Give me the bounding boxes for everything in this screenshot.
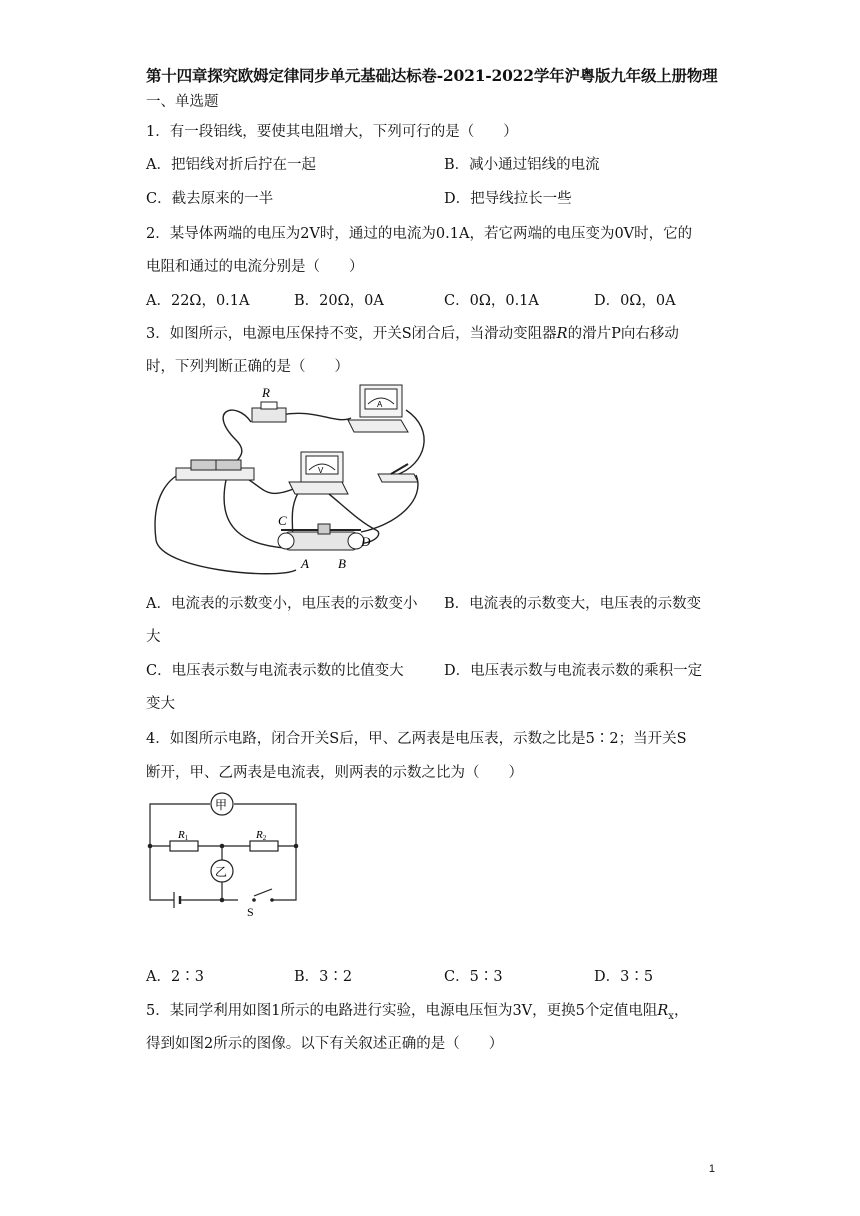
svg-text:C: C — [278, 513, 287, 528]
q1-stem: 1．有一段铝线，要使其电阻增大，下列可行的是（ ） — [146, 124, 518, 140]
section-heading: 一、单选题 — [146, 94, 219, 110]
q1-option-b[interactable]: B．减小通过铝线的电流 — [444, 157, 600, 173]
q5-stem-line2: 得到如图2所示的图像。以下有关叙述正确的是（ ） — [146, 1036, 504, 1052]
meter-yi — [211, 860, 233, 882]
q3-option-d-cont: 变大 — [146, 696, 175, 712]
battery-icon — [176, 460, 254, 480]
q2-option-d[interactable]: D．0Ω，0A — [594, 293, 676, 309]
switch-label: S — [247, 905, 254, 918]
q2-stem-line2: 电阻和通过的电流分别是（ ） — [146, 259, 364, 275]
voltmeter-icon — [289, 452, 348, 494]
q5-stem-line1: 5．某同学利用如图1所示的电路进行实验，电源电压恒为3V，更换5个定值电阻$R_x$， — [146, 1003, 689, 1022]
q3-option-d[interactable]: D．电压表示数与电流表示数的乘积一定 — [444, 663, 703, 679]
meter-jia — [211, 793, 233, 815]
q4-option-c[interactable]: C．5∶3 — [444, 969, 503, 985]
svg-text:甲: 甲 — [215, 798, 228, 812]
q4-circuit-figure — [146, 788, 301, 918]
svg-text:B: B — [338, 556, 346, 571]
document-title: 第十四章探究欧姆定律同步单元基础达标卷-2021-2022学年沪粤版九年级上册物理 — [146, 66, 718, 85]
r2-label: R2 — [256, 829, 267, 842]
q2-option-c[interactable]: C．0Ω，0.1A — [444, 293, 539, 309]
q3-option-b-cont: 大 — [146, 629, 161, 645]
q3-stem-line1: 3．如图所示，电源电压保持不变，开关S闭合后，当滑动变阻器R的滑片P向右移动 — [146, 326, 679, 342]
q3-option-c[interactable]: C．电压表示数与电流表示数的比值变大 — [146, 663, 404, 679]
svg-text:A: A — [301, 556, 309, 571]
q4-option-a[interactable]: A．2∶3 — [146, 969, 204, 985]
q2-stem-line1: 2．某导体两端的电压为2V时，通过的电流为0.1A，若它两端的电压变为0V时，它的 — [146, 226, 693, 242]
q4-option-d[interactable]: D．3∶5 — [594, 969, 654, 985]
q2-option-a[interactable]: A．22Ω，0.1A — [146, 293, 250, 309]
ammeter-icon — [348, 385, 408, 432]
q2-option-b[interactable]: B．20Ω，0A — [294, 293, 384, 309]
svg-text:D: D — [361, 534, 371, 549]
svg-text:R: R — [262, 385, 270, 400]
q1-option-c[interactable]: C．截去原来的一半 — [146, 191, 274, 207]
q4-option-b[interactable]: B．3∶2 — [294, 969, 353, 985]
r1-label: R1 — [178, 829, 189, 842]
svg-text:乙: 乙 — [215, 865, 228, 879]
q4-stem-line2: 断开，甲、乙两表是电流表，则两表的示数之比为（ ） — [146, 765, 523, 781]
q3-circuit-figure — [146, 380, 436, 580]
q3-option-a[interactable]: A．电流表的示数变小，电压表的示数变小 — [146, 596, 418, 612]
page-number: 1 — [708, 1163, 715, 1175]
svg-text:V: V — [318, 466, 324, 475]
svg-text:A: A — [377, 400, 383, 409]
q3-stem-line2: 时，下列判断正确的是（ ） — [146, 359, 349, 375]
q1-option-a[interactable]: A．把铝线对折后拧在一起 — [146, 157, 316, 173]
q1-option-d[interactable]: D．把导线拉长一些 — [444, 191, 572, 207]
q4-stem-line1: 4．如图所示电路，闭合开关S后，甲、乙两表是电压表，示数之比是5∶2；当开关S — [146, 731, 687, 747]
q3-option-b[interactable]: B．电流表的示数变大，电压表的示数变 — [444, 596, 702, 612]
q3-resistor-r — [252, 385, 286, 422]
